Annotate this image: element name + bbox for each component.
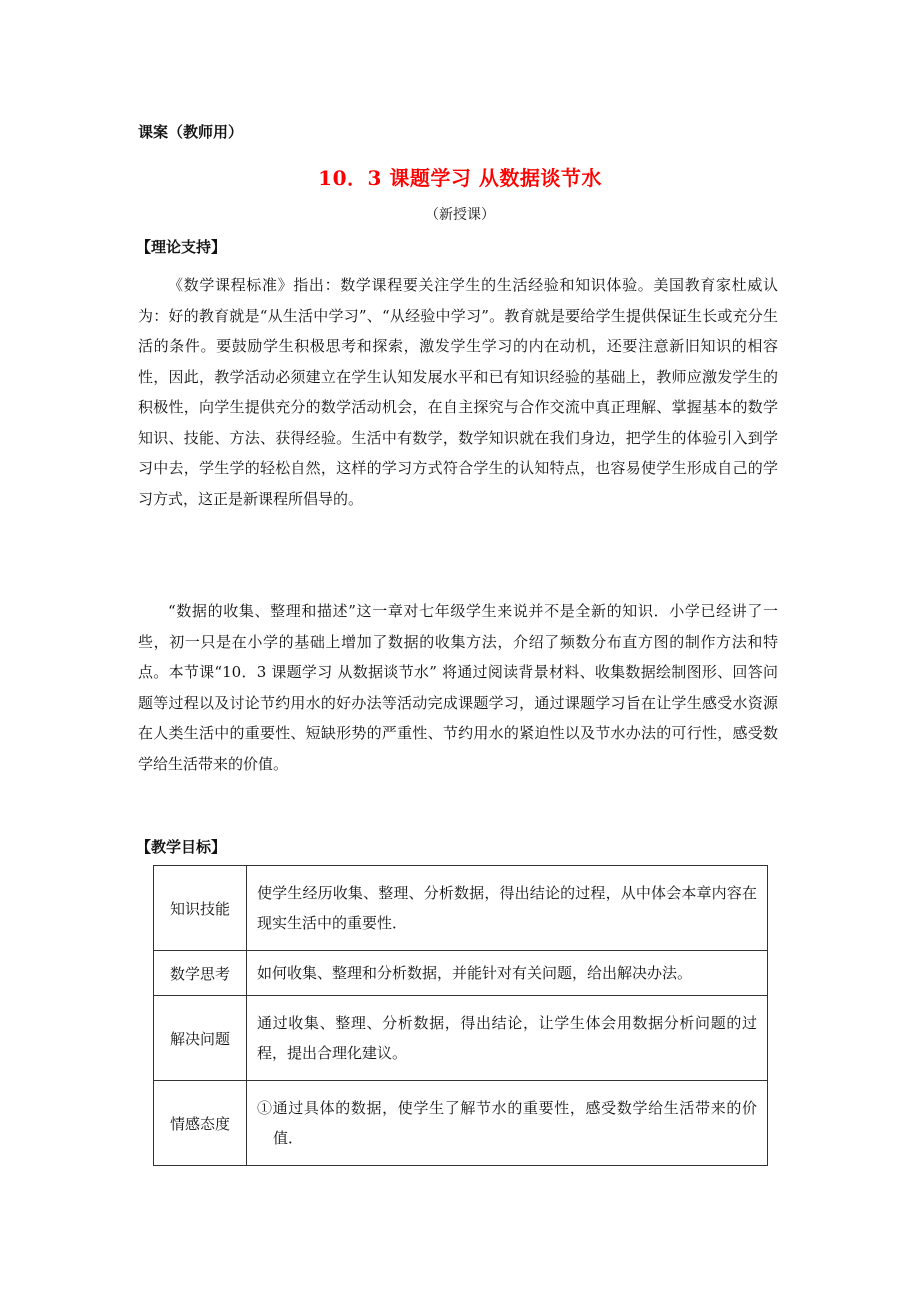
goal-content-cell — [247, 1081, 768, 1166]
goal-content: ①通过具体的数据，使学生了解节水的重要性，感受数学给生活带来的价值． — [257, 1099, 757, 1147]
goals-table — [153, 865, 768, 1166]
goal-content: 通过收集、整理、分析数据，得出结论，让学生体会用数据分析问题的过程，提出合理化建议。 — [247, 996, 768, 1081]
section-heading-goals: 【教学目标】 — [136, 838, 227, 856]
goal-category: 解决问题 — [154, 996, 247, 1081]
table-row — [154, 866, 768, 951]
lesson-subtitle: （新授课） — [425, 207, 495, 223]
section-heading-theory: 【理论支持】 — [136, 238, 227, 256]
goal-content: 如何收集、整理和分析数据，并能针对有关问题，给出解决办法。 — [247, 951, 768, 996]
goal-category: 知识技能 — [154, 866, 247, 951]
table-row — [154, 996, 768, 1081]
goal-content: 使学生经历收集、整理、分析数据，得出结论的过程，从中体会本章内容在现实生活中的重要性． — [247, 866, 768, 951]
goal-category: 情感态度 — [154, 1081, 247, 1166]
goal-category: 数学思考 — [154, 951, 247, 996]
table-row — [154, 1081, 768, 1166]
doc-label: 课案（教师用） — [138, 123, 244, 141]
table-row — [154, 951, 768, 996]
theory-paragraph-2: “数据的收集、整理和描述”这一章对七年级学生来说并不是全新的知识．小学已经讲了一些，初一只是在小学的基础上增加了数据的收集方法，介绍了频数分布直方图的制作方法和特点。本节课“10．3 课题学习 从数据谈节水” 将通过阅读背景材料、收集数据绘制图形、回答问题等过程以及讨论节约用水的好办法等活动完成课题学习，通过课题学习旨在让学生感受水资源在人类生活中的重要性、短缺形势的严重性、节约用水的紧迫性以及节水办法的可行性，感受数学给生活带来的价值。 — [138, 602, 778, 773]
theory-paragraph-1: 《数学课程标准》指出：数学课程要关注学生的生活经验和知识体验。美国教育家杜威认为：好的教育就是“从生活中学习”、“从经验中学习”。教育就是要给学生提供保证生长或充分生活的条件。要鼓励学生积极思考和探索，激发学生学习的内在动机，还要注意新旧知识的相容性，因此，教学活动必须建立在学生认知发展水平和已有知识经验的基础上，教师应激发学生的积极性，向学生提供充分的数学活动机会，在自主探究与合作交流中真正理解、掌握基本的数学知识、技能、方法、获得经验。生活中有数学，数学知识就在我们身边，把学生的体验引入到学习中去，学生学的轻松自然，这样的学习方式符合学生的认知特点，也容易使学生形成自己的学习方式，这正是新课程所倡导的。 — [138, 276, 778, 508]
lesson-title: 10．3 课题学习 从数据谈节水 — [318, 166, 602, 190]
